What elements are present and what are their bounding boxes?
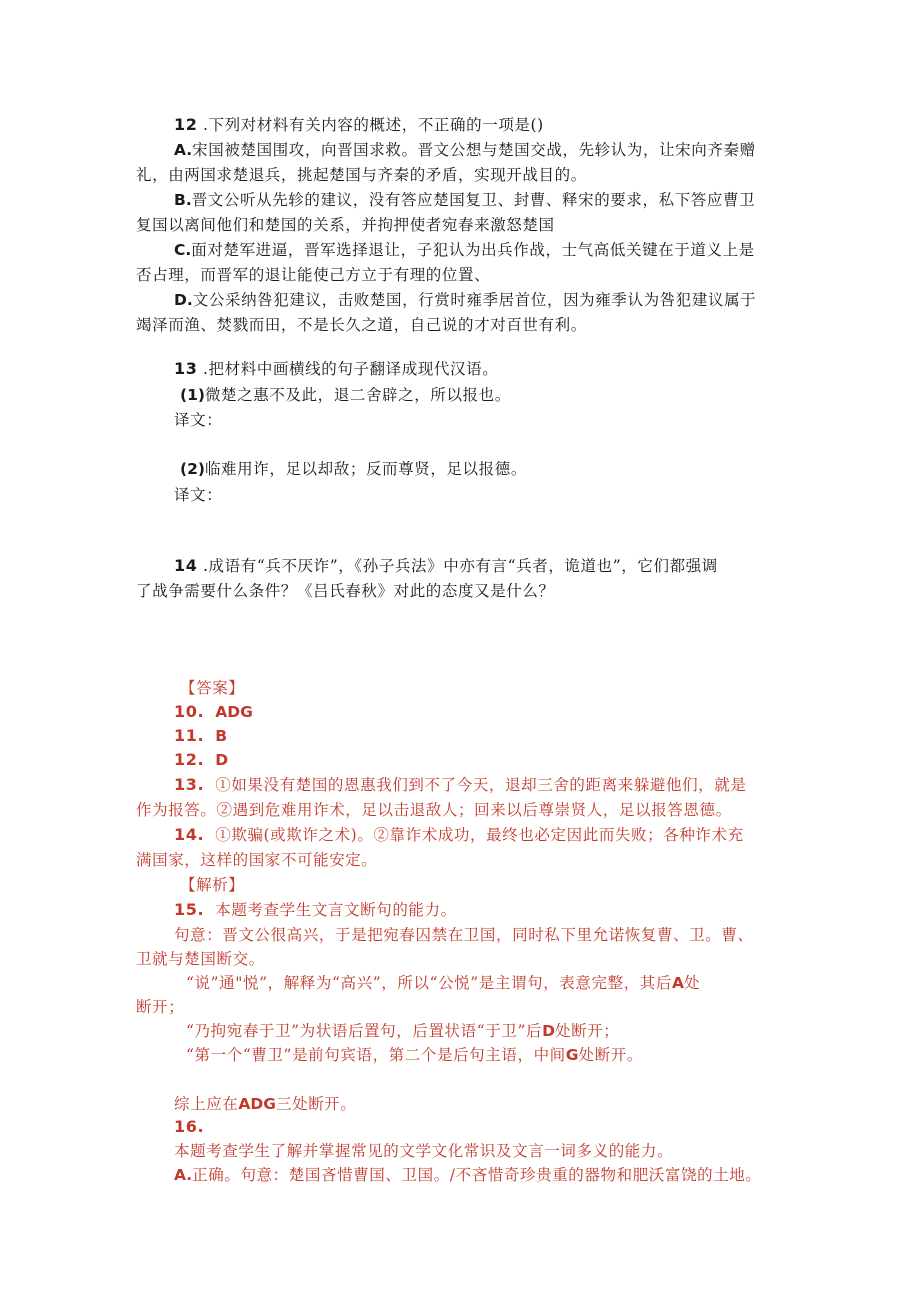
- analysis-16-number: 16.: [174, 1117, 205, 1136]
- q13-sentence-1: (1)微楚之惠不及此，退二舍辟之，所以报也。: [180, 386, 511, 404]
- q12-option-d-cont: 竭泽而渔、焚戮而田，不是长久之道，自己说的才对百世有利。: [136, 316, 587, 334]
- analysis-15-meaning: 句意：晋文公很高兴，于是把宛春囚禁在卫国，同时私下里允诺恢复曹、卫。曹、: [174, 926, 754, 944]
- q12-option-b-cont: 复国以离间他们和楚国的关系，并拘押使者宛春来激怒楚国: [136, 216, 555, 234]
- q12-option-d: D.文公采纳咎犯建议，击败楚国，行赏时雍季居首位，因为雍季认为咎犯建议属于: [174, 291, 757, 309]
- answer-14-cont: 满国家，这样的国家不可能安定。: [136, 851, 378, 869]
- answer-10: 10. ADG: [174, 702, 253, 721]
- analysis-16: 本题考查学生了解并掌握常见的文学文化常识及文言一词多义的能力。: [174, 1142, 674, 1160]
- q13-translation-label-2: 译文：: [174, 486, 223, 504]
- q14-stem: 14 .成语有“兵不厌诈”，《孙子兵法》中亦有言“兵者，诡道也”，它们都强调: [174, 556, 718, 575]
- q12-option-c: C.面对楚军进逼，晋军选择退让，子犯认为出兵作战，士气高低关键在于道义上是: [174, 241, 755, 259]
- q14-stem-cont: 了战争需要什么条件？《吕氏春秋》对此的态度又是什么？: [136, 582, 555, 600]
- analysis-heading: 【解析】: [180, 876, 245, 894]
- q12-option-a: A.宋国被楚国围攻，向晋国求救。晋文公想与楚国交战，先轸认为，让宋向齐秦赠: [174, 141, 756, 159]
- analysis-15-point-a-cont: 断开；: [136, 998, 185, 1016]
- q13-sentence-2: (2)临难用诈，足以却敌；反而尊贤，足以报德。: [180, 460, 527, 478]
- analysis-15-point-d: “乃拘宛春于卫”为状语后置句，后置状语“于卫”后D处断开；: [186, 1022, 620, 1040]
- q12-option-b: B.晋文公听从先轸的建议，没有答应楚国复卫、封曹、释宋的要求，私下答应曹卫: [174, 191, 756, 209]
- answer-13: 13. ①如果没有楚国的恩惠我们到不了今天，退却三舍的距离来躲避他们，就是: [174, 775, 747, 794]
- analysis-16-option-a: A.正确。句意：楚国吝惜曹国、卫国。/不吝惜奇珍贵重的器物和肥沃富饶的土地。: [174, 1166, 762, 1184]
- q12-option-a-cont: 礼，由两国求楚退兵，挑起楚国与齐秦的矛盾，实现开战目的。: [136, 166, 587, 184]
- answer-12: 12. D: [174, 750, 229, 769]
- q13-stem: 13 .把材料中画横线的句子翻译成现代汉语。: [174, 359, 499, 378]
- answer-11: 11. B: [174, 726, 228, 745]
- answer-13-cont: 作为报答。②遇到危难用诈术，足以击退敌人；回来以后尊崇贤人，足以报答恩德。: [136, 801, 732, 819]
- analysis-15: 15. 本题考查学生文言文断句的能力。: [174, 900, 457, 919]
- analysis-15-point-a: “说”通"悦”，解释为“高兴”，所以“公悦”是主谓句，表意完整，其后A处: [186, 974, 701, 992]
- analysis-15-point-g: “第一个“曹卫”是前句宾语，第二个是后句主语，中间G处断开。: [186, 1046, 643, 1064]
- q13-translation-label-1: 译文：: [174, 411, 223, 429]
- answer-14: 14. ①欺骗(或欺诈之术)。②靠诈术成功，最终也必定因此而失败；各种诈术充: [174, 825, 744, 844]
- q12-option-c-cont: 否占理，而晋军的退让能使己方立于有理的位置、: [136, 266, 491, 284]
- q12-stem: 12 .下列对材料有关内容的概述，不正确的一项是(): [174, 115, 544, 134]
- analysis-15-meaning-cont: 卫就与楚国断交。: [136, 950, 265, 968]
- analysis-15-conclusion: 综上应在ADG三处断开。: [174, 1095, 357, 1113]
- answers-heading: 【答案】: [180, 679, 245, 697]
